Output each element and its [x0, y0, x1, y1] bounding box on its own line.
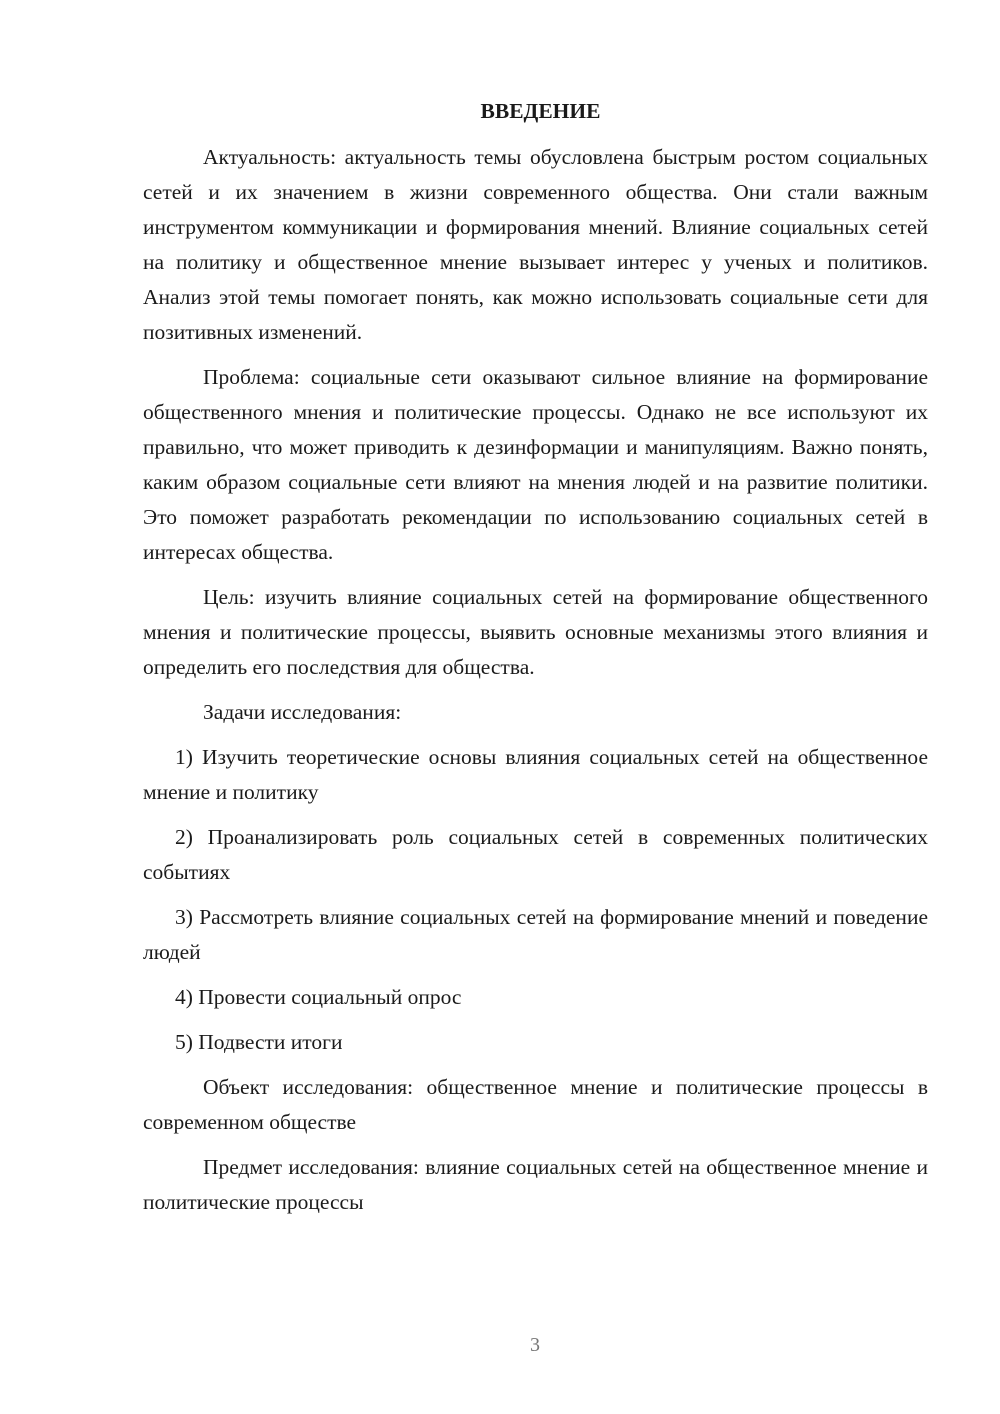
research-subject-paragraph: Предмет исследования: влияние социальных сетей на общественное мнение и политические процессы — [143, 1155, 928, 1214]
research-object-paragraph: Объект исследования: общественное мнение и политические процессы в современном обществе — [143, 1075, 928, 1134]
page-number: 3 — [530, 1334, 540, 1356]
goal-paragraph: Цель: изучить влияние социальных сетей на формирование общественного мнения и политические процессы, выявить основные механизмы этого влияния и определить его последствия для общества. — [143, 585, 928, 679]
task-item: 1) Изучить теоретические основы влияния социальных сетей на общественное мнение и политику — [143, 745, 928, 804]
task-item: 2) Проанализировать роль социальных сетей в современных политических событиях — [143, 825, 928, 884]
page-content — [143, 96, 928, 1230]
tasks-heading: Задачи исследования: — [203, 700, 402, 724]
relevance-paragraph: Актуальность: актуальность темы обусловлена быстрым ростом социальных сетей и их значением в жизни современного общества. Они стали важным инструментом коммуникации и формирования мнений. Влияние социальных сетей на политику и общественное мнение вызывает интерес у ученых и политиков. Анализ этой темы помогает понять, как можно использовать социальные сети для позитивных изменений. — [143, 145, 928, 344]
task-item: 5) Подвести итоги — [175, 1030, 343, 1054]
task-item: 4) Провести социальный опрос — [175, 985, 462, 1009]
task-item: 3) Рассмотреть влияние социальных сетей на формирование мнений и поведение людей — [143, 905, 928, 964]
tasks-list — [143, 740, 928, 1060]
page-title: ВВЕДЕНИЕ — [480, 99, 601, 123]
problem-paragraph: Проблема: социальные сети оказывают сильное влияние на формирование общественного мнения и политические процессы. Однако не все используют их правильно, что может приводить к дезинформации и манипуляциям. Важно понять, каким образом социальные сети влияют на мнения людей и на развитие политики. Это поможет разработать рекомендации по использованию социальных сетей в интересах общества. — [143, 365, 928, 564]
